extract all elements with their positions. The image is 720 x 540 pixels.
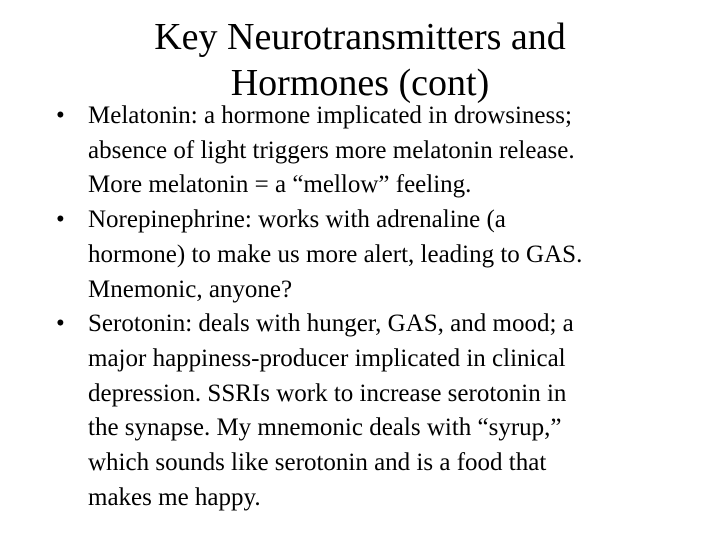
bullet-text-line: hormone) to make us more alert, leading to GAS.: [88, 240, 583, 268]
bullet-text-line: makes me happy.: [88, 483, 261, 511]
bullet-text-line: Norepinephrine: works with adrenaline (a: [88, 206, 506, 234]
bullet-dot-icon: •: [56, 310, 65, 338]
bullet-text-line: Mnemonic, anyone?: [88, 275, 293, 303]
bullet-dot-icon: •: [56, 206, 65, 234]
bullet-serotonin: [56, 307, 656, 515]
bullet-text-line: Melatonin: a hormone implicated in drowsiness;: [88, 102, 572, 129]
bullet-text-line: More melatonin = a “mellow” feeling.: [88, 171, 472, 199]
bullet-melatonin: [56, 99, 656, 203]
bullet-text-line: the synapse. My mnemonic deals with “syrup,”: [88, 414, 562, 442]
bullet-text-line: depression. SSRIs work to increase serotonin in: [88, 379, 567, 407]
bullet-list: [56, 99, 656, 515]
bullet-norepinephrine: [56, 203, 656, 307]
bullet-text-line: major happiness-producer implicated in clinical: [88, 344, 566, 372]
bullet-dot-icon: •: [56, 102, 65, 129]
slide-title: [0, 14, 720, 106]
slide-title-line: Hormones (cont): [230, 62, 490, 104]
slide-title-line: Key Neurotransmitters and: [154, 16, 566, 58]
bullet-text-line: Serotonin: deals with hunger, GAS, and mood; a: [88, 310, 574, 338]
bullet-text-line: which sounds like serotonin and is a food that: [88, 449, 547, 477]
bullet-text-line: absence of light triggers more melatonin release.: [88, 136, 575, 164]
